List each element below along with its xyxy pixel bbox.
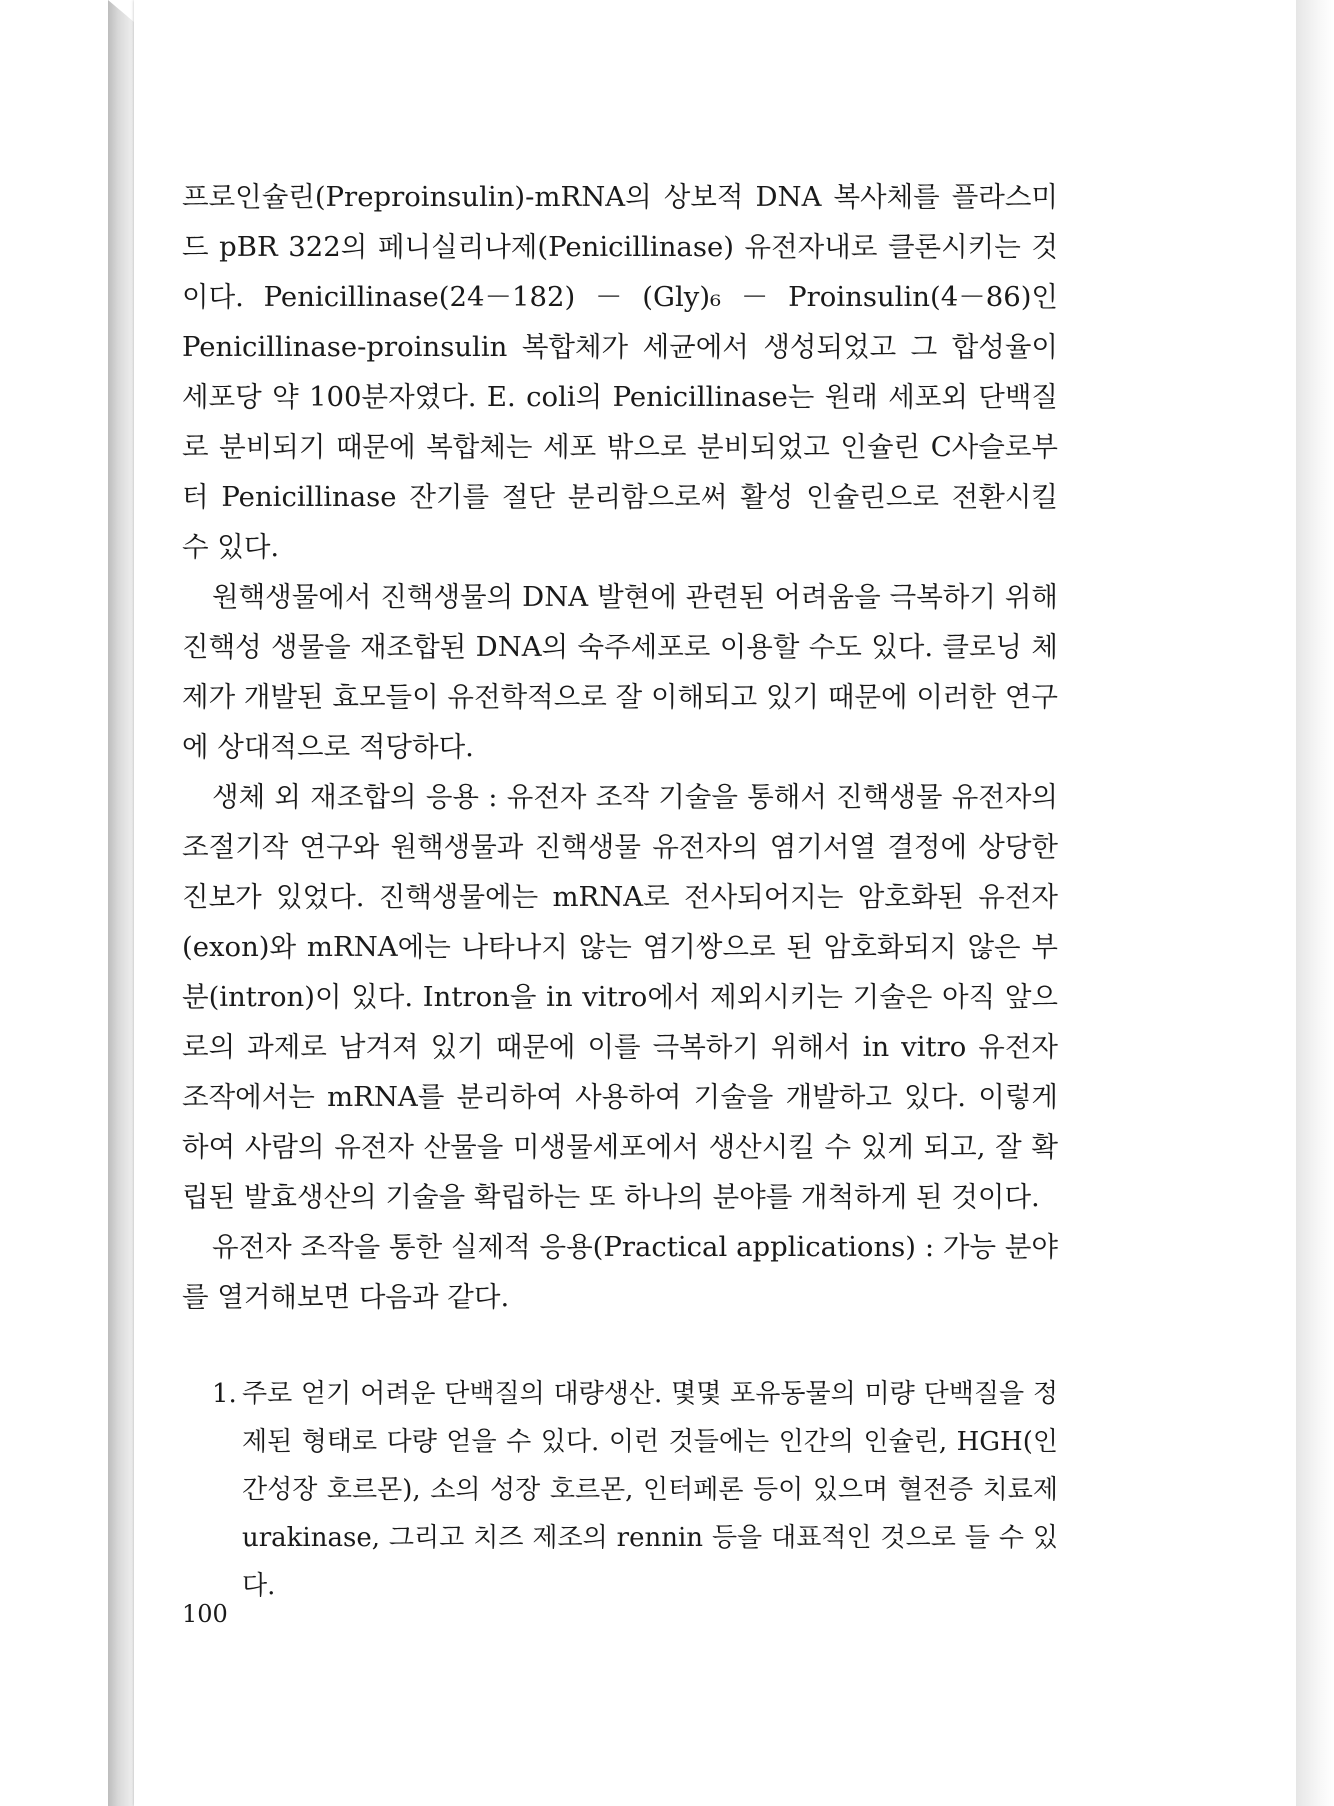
paragraph-4: 유전자 조작을 통한 실제적 응용(Practical applications) : 가능 분야를 열거해보면 다음과 같다. xyxy=(182,1231,1058,1313)
body-text xyxy=(182,172,1058,1610)
application-list xyxy=(182,1370,1058,1610)
paragraph-1: 프로인슐린(Preproinsulin)-mRNA의 상보적 DNA 복사체를 플라스미드 pBR 322의 페니실리나제(Penicillinase) 유전자내로 클론시키는 것이다. Penicillinase(24－182) － (Gly)₆ － Proinsulin(4－86)인 Penicillinase-proinsulin 복합체가 세균에서 생성되었고 그 합성율이 세포당 약 100분자였다. E. coli의 Penicillinase는 원래 세포외 단백질로 분비되기 때문에 복합체는 세포 밖으로 분비되었고 인슐린 C사슬로부터 Penicillinase 잔기를 절단 분리함으로써 활성 인슐린으로 전환시킬 수 있다. xyxy=(182,181,1058,563)
list-item xyxy=(212,1370,1058,1610)
paragraph-3: 생체 외 재조합의 응용 : 유전자 조작 기술을 통해서 진핵생물 유전자의 조절기작 연구와 원핵생물과 진핵생물 유전자의 염기서열 결정에 상당한 진보가 있었다. 진핵생물에는 mRNA로 전사되어지는 암호화된 유전자(exon)와 mRNA에는 나타나지 않는 염기쌍으로 된 암호화되지 않은 부분(intron)이 있다. Intron을 in vitro에서 제외시키는 기술은 아직 앞으로의 과제로 남겨져 있기 때문에 이를 극복하기 위해서 in vitro 유전자 조작에서는 mRNA를 분리하여 사용하여 기술을 개발하고 있다. 이렇게 하여 사람의 유전자 산물을 미생물세포에서 생산시킬 수 있게 되고, 잘 확립된 발효생산의 기술을 확립하는 또 하나의 분야를 개척하게 된 것이다. xyxy=(182,781,1058,1213)
book-spine-edge xyxy=(108,0,134,1806)
page-number: 100 xyxy=(182,1600,228,1628)
page-right-shadow xyxy=(1296,0,1334,1806)
book-spine-corner xyxy=(108,0,134,22)
paragraph-2: 원핵생물에서 진핵생물의 DNA 발현에 관련된 어려움을 극복하기 위해 진핵성 생물을 재조합된 DNA의 숙주세포로 이용할 수도 있다. 클로닝 체제가 개발된 효모들이 유전학적으로 잘 이해되고 있기 때문에 이러한 연구에 상대적으로 적당하다. xyxy=(182,581,1058,763)
list-item-number: 1. xyxy=(212,1379,237,1409)
list-item-text: 주로 얻기 어려운 단백질의 대량생산. 몇몇 포유동물의 미량 단백질을 정제된 형태로 다량 얻을 수 있다. 이런 것들에는 인간의 인슐린, HGH(인간성장 호르몬), 소의 성장 호르몬, 인터페론 등이 있으며 혈전증 치료제 urakinase, 그리고 치즈 제조의 rennin 등을 대표적인 것으로 들 수 있다. xyxy=(242,1379,1058,1601)
